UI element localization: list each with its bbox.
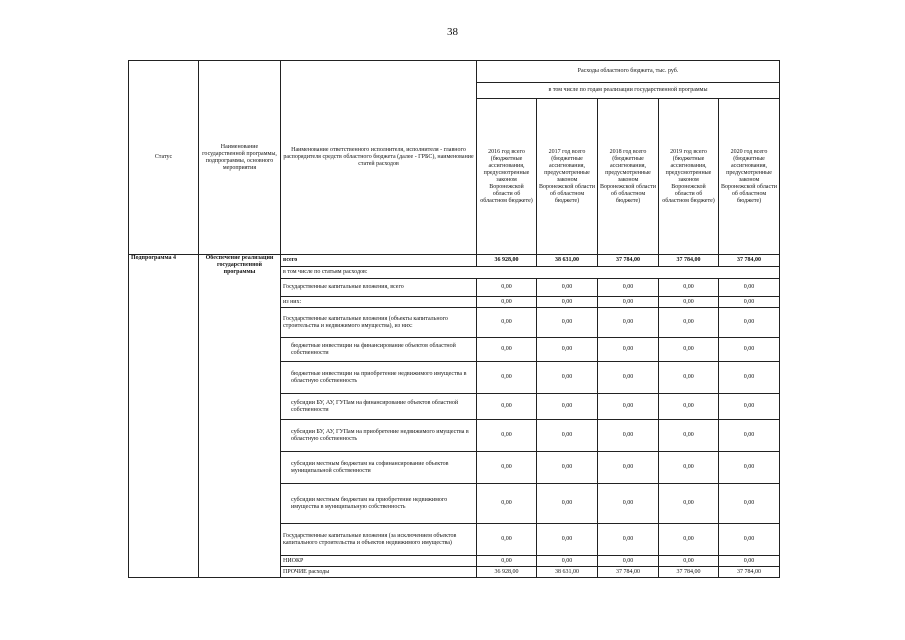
cell-2017: 38 631,00: [537, 567, 598, 578]
header-year-2018: 2018 год всего (бюджетные ассигнования, предусмотренные законом Воронежской области об областном бюджете): [598, 99, 659, 255]
cell-2020: 0,00: [719, 524, 780, 556]
cell-2020: 0,00: [719, 279, 780, 297]
cell-2016: 0,00: [477, 362, 537, 394]
table-row: [129, 255, 780, 267]
cell-2020: 0,00: [719, 420, 780, 452]
cell-2017: 38 631,00: [537, 255, 598, 267]
row-label: в том числе по статьям расходов:: [281, 267, 780, 279]
page-number: 38: [447, 26, 458, 38]
cell-2017: 0,00: [537, 452, 598, 484]
row-label: субсидии местным бюджетам на софинансирование объектов муниципальной собственности: [281, 452, 477, 484]
cell-2018: 0,00: [598, 420, 659, 452]
cell-2020: 0,00: [719, 394, 780, 420]
cell-2019: 0,00: [659, 524, 719, 556]
row-label: НИОКР: [281, 556, 477, 567]
header-year-2019: 2019 год всего (бюджетные ассигнования, предусмотренные законом Воронежской области об областном бюджете): [659, 99, 719, 255]
cell-2018: 37 784,00: [598, 567, 659, 578]
subprogram-name: Обеспечение реализации государственной программы: [199, 255, 281, 578]
row-label: субсидии местным бюджетам на приобретение недвижимого имущества в муниципальную собственность: [281, 484, 477, 524]
row-label: всего: [281, 255, 477, 267]
cell-2020: 0,00: [719, 338, 780, 362]
cell-2016: 0,00: [477, 394, 537, 420]
cell-2019: 0,00: [659, 297, 719, 308]
cell-2020: 0,00: [719, 556, 780, 567]
cell-2019: 0,00: [659, 338, 719, 362]
row-label: из них:: [281, 297, 477, 308]
cell-2016: 0,00: [477, 297, 537, 308]
cell-2019: 0,00: [659, 452, 719, 484]
cell-2018: 0,00: [598, 308, 659, 338]
row-label: Государственные капитальные вложения, всего: [281, 279, 477, 297]
row-label: Государственные капитальные вложения (объекты капитального строительства и недвижимого имущества), из них:: [281, 308, 477, 338]
cell-2019: 0,00: [659, 556, 719, 567]
cell-2020: 0,00: [719, 362, 780, 394]
cell-2016: 0,00: [477, 452, 537, 484]
row-label: Государственные капитальные вложения (за исключением объектов капитального строительства и объектов недвижимого имущества): [281, 524, 477, 556]
cell-2020: 37 784,00: [719, 255, 780, 267]
cell-2018: 0,00: [598, 394, 659, 420]
row-label: субсидии БУ, АУ, ГУПам на финансирование объектов областной собственности: [281, 394, 477, 420]
cell-2016: 0,00: [477, 524, 537, 556]
subprogram-status: Подпрограмма 4: [129, 255, 199, 578]
cell-2019: 0,00: [659, 394, 719, 420]
cell-2017: 0,00: [537, 297, 598, 308]
cell-2018: 0,00: [598, 524, 659, 556]
row-label: бюджетные инвестиции на финансирование объектов областной собственности: [281, 338, 477, 362]
cell-2017: 0,00: [537, 420, 598, 452]
cell-2018: 0,00: [598, 452, 659, 484]
row-label: ПРОЧИЕ расходы: [281, 567, 477, 578]
cell-2020: 0,00: [719, 484, 780, 524]
cell-2016: 36 928,00: [477, 567, 537, 578]
header-program-name: Наименование государственной программы, подпрограммы, основного мероприятия: [199, 61, 281, 255]
cell-2016: 0,00: [477, 279, 537, 297]
cell-2018: 37 784,00: [598, 255, 659, 267]
cell-2019: 37 784,00: [659, 567, 719, 578]
cell-2016: 0,00: [477, 420, 537, 452]
cell-2016: 0,00: [477, 484, 537, 524]
cell-2016: 36 928,00: [477, 255, 537, 267]
cell-2018: 0,00: [598, 556, 659, 567]
cell-2019: 0,00: [659, 308, 719, 338]
cell-2017: 0,00: [537, 524, 598, 556]
budget-table: [128, 60, 780, 578]
header-executor: Наименование ответственного исполнителя, исполнителя - главного распорядителя средств областного бюджета (далее - ГРБС), наименование статей расходов: [281, 61, 477, 255]
cell-2019: 37 784,00: [659, 255, 719, 267]
cell-2019: 0,00: [659, 279, 719, 297]
cell-2016: 0,00: [477, 338, 537, 362]
cell-2020: 0,00: [719, 452, 780, 484]
cell-2016: 0,00: [477, 308, 537, 338]
cell-2018: 0,00: [598, 297, 659, 308]
cell-2017: 0,00: [537, 279, 598, 297]
header-by-years: в том числе по годам реализации государственной программы: [477, 83, 780, 99]
cell-2019: 0,00: [659, 484, 719, 524]
cell-2017: 0,00: [537, 362, 598, 394]
header-status: Статус: [129, 61, 199, 255]
cell-2018: 0,00: [598, 484, 659, 524]
cell-2019: 0,00: [659, 362, 719, 394]
cell-2020: 37 784,00: [719, 567, 780, 578]
cell-2017: 0,00: [537, 556, 598, 567]
cell-2017: 0,00: [537, 484, 598, 524]
header-budget-title: Расходы областного бюджета, тыс. руб.: [477, 61, 780, 83]
cell-2017: 0,00: [537, 308, 598, 338]
row-label: субсидии БУ, АУ, ГУПам на приобретение недвижимого имущества в областную собственность: [281, 420, 477, 452]
cell-2020: 0,00: [719, 297, 780, 308]
cell-2018: 0,00: [598, 279, 659, 297]
cell-2018: 0,00: [598, 362, 659, 394]
cell-2017: 0,00: [537, 394, 598, 420]
cell-2018: 0,00: [598, 338, 659, 362]
cell-2019: 0,00: [659, 420, 719, 452]
cell-2016: 0,00: [477, 556, 537, 567]
header-year-2016: 2016 год всего (бюджетные ассигнования, предусмотренные законом Воронежской области об областном бюджете): [477, 99, 537, 255]
cell-2020: 0,00: [719, 308, 780, 338]
header-year-2017: 2017 год всего (бюджетные ассигнования, предусмотренные законом Воронежской области об областном бюджете): [537, 99, 598, 255]
row-label: бюджетные инвестиции на приобретение недвижимого имущества в областную собственность: [281, 362, 477, 394]
header-year-2020: 2020 год всего (бюджетные ассигнования, предусмотренные законом Воронежской области об областном бюджете): [719, 99, 780, 255]
cell-2017: 0,00: [537, 338, 598, 362]
